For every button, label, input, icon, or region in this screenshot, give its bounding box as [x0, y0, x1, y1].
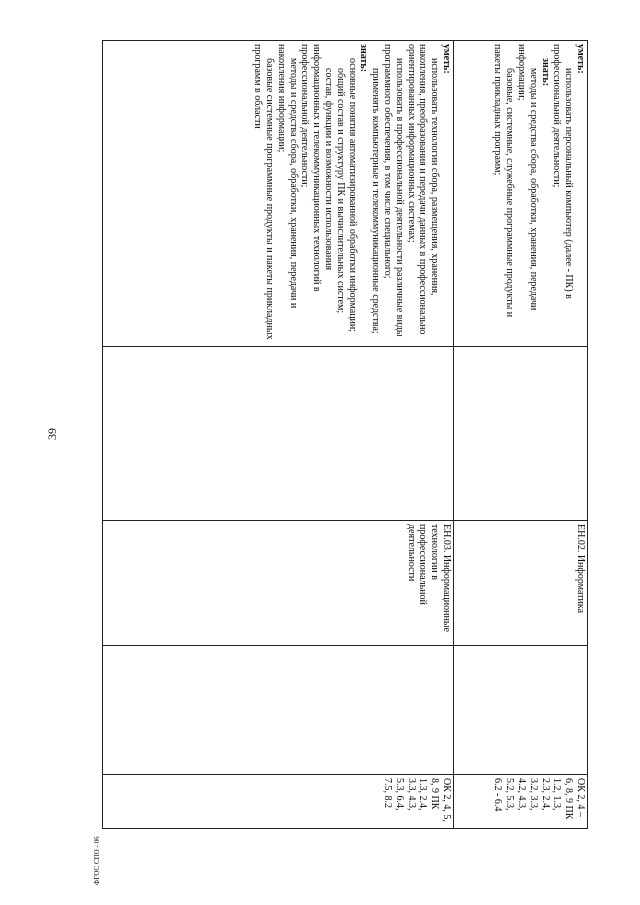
page-number: 39	[45, 428, 59, 440]
empty-cell	[454, 646, 588, 775]
empty-cell	[103, 646, 454, 775]
table-row	[103, 41, 454, 829]
skills-knowledge-cell	[103, 41, 454, 347]
knowledge-item: методы и средства сбора, обработки, хранения, передачи информации;	[516, 44, 539, 311]
table-row	[454, 41, 588, 829]
empty-cell	[454, 347, 588, 521]
discipline-cell: ЕН.03. Информационные технологии в профессиональной деятельности	[103, 521, 454, 646]
competency-table	[102, 40, 588, 829]
discipline-cell: ЕН.02. Информатика	[454, 521, 588, 646]
skills-label: уметь:	[575, 44, 586, 74]
knowledge-item: базовые системные программные продукты и пакеты прикладных программ в области	[252, 44, 276, 340]
knowledge-label: знать:	[358, 44, 370, 73]
skills-knowledge-cell	[454, 41, 588, 347]
knowledge-item: общий состав и структуру ПК и вычислительных систем;	[334, 68, 346, 314]
knowledge-item: основные понятия автоматизированной обработки информации;	[346, 58, 358, 333]
knowledge-item: методы и средства сбора, обработки, хранения, передачи и накопления информации;	[275, 44, 299, 309]
skills-item: использовать в профессиональной деятельности различные виды программного обеспечения, в том числе специального;	[382, 44, 405, 337]
skills-label: уметь:	[441, 44, 452, 74]
empty-cell	[103, 347, 454, 521]
skills-text: использовать персональный компьютер (далее - ПК) в профессиональной деятельности;	[551, 44, 575, 299]
table-frame	[102, 40, 588, 828]
knowledge-label: знать:	[539, 58, 551, 87]
knowledge-item: состав, функции и возможности использования информационных и телекоммуникационных технологий в профессиональной деятельности;	[299, 44, 335, 292]
skills-item: использовать технологии сбора, размещения, хранения, накопления, преобразования и передачи данных в профессионально ориентированных информационных системах;	[405, 44, 441, 335]
knowledge-item: базовые, системные, служебные программные продукты и пакеты прикладных программ;	[492, 44, 516, 318]
skills-item: применять компьютерные и телекоммуникационные средства;	[370, 68, 382, 334]
competencies-cell: ОК 2, 4, 5, 8, 9 ПК 1.3, 2.4, 3.3, 4.3, 5.3, 6.4, 7.5, 8.2	[103, 775, 454, 829]
competencies-cell: ОК 2, 4 – 6, 8, 9 ПК 1.2, 1.3, 2.3, 2.4, 3.2, 3.3, 4.2, 4.3, 5.2, 5.3, 6.2 - 6.4	[454, 775, 588, 829]
footer-code: ФГОС СПО - 06	[93, 836, 101, 885]
